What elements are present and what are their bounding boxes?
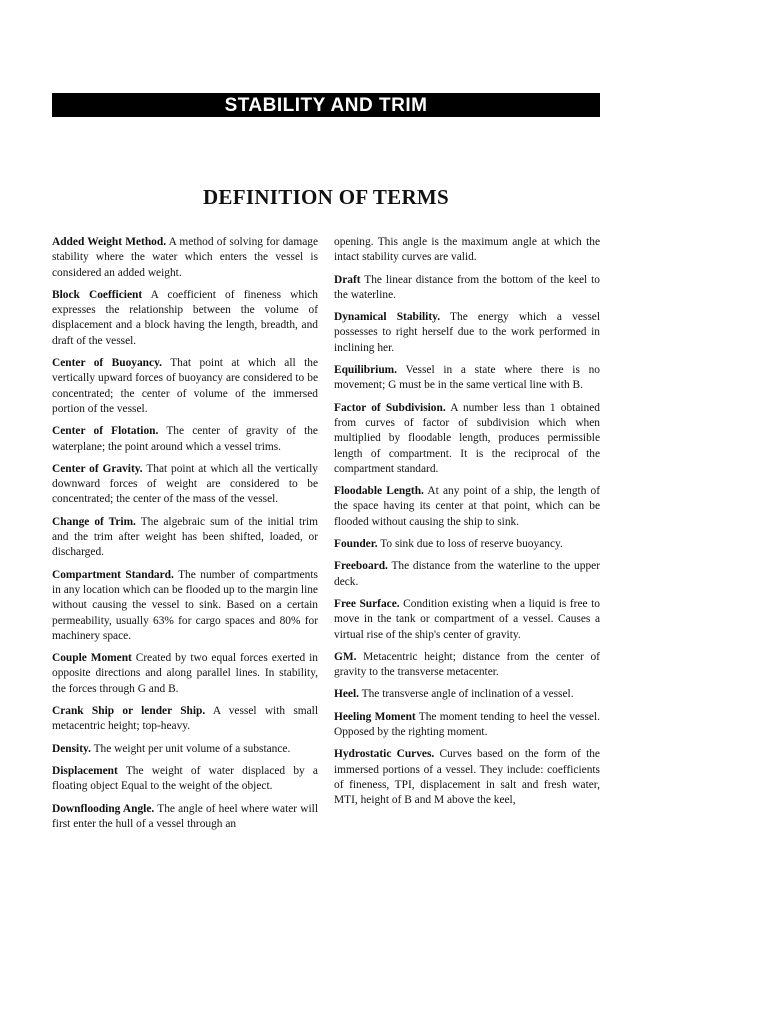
glossary-definition: To sink due to loss of reserve buoyancy. [380, 538, 563, 551]
glossary-definition: The number of compartments in any location which can be flooded up to the margin line without causing the vessel to sink. Based on a certain permeability, usually 63% for cargo spaces and 80% for machinery space. [52, 568, 318, 642]
glossary-definition: The algebraic sum of the initial trim and the trim after weight has been shifted, loaded, or discharged. [52, 515, 318, 559]
glossary-term: Center of Buoyancy. [52, 357, 162, 370]
glossary-term: Freeboard. [334, 560, 388, 573]
glossary-definition: Created by two equal forces exerted in opposite directions and along parallel lines. In stability, the forces through G and B. [52, 652, 318, 695]
glossary-definition: Condition existing when a liquid is free to move in the tank or compartment of a vessel. Causes a virtual rise of the ship's center of gravity. [334, 597, 600, 641]
glossary-definition: That point at which all the vertically upward forces of buoyancy are considered to be concentrated; the center of volume of the immersed portion of the vessel. [52, 357, 318, 415]
glossary-definition: The linear distance from the bottom of the keel to the waterline. [334, 273, 600, 301]
glossary-term: Block Coefficient [52, 288, 143, 301]
glossary-definition: The distance from the waterline to the upper deck. [334, 560, 600, 588]
glossary-term: Density. [52, 742, 91, 755]
glossary-entry [334, 710, 600, 741]
glossary-term: Dynamical Stability. [334, 311, 441, 324]
glossary-term: Center of Gravity. [52, 462, 143, 475]
glossary-term: Floodable Length. [334, 485, 424, 498]
glossary-term: Factor of Subdivision. [334, 401, 446, 414]
glossary-entry [334, 273, 600, 304]
glossary-term: Hydrostatic Curves. [334, 748, 435, 761]
glossary-definition: A method of solving for damage stability where the water which enters the vessel is considered an added weight. [52, 236, 319, 279]
glossary-entry [52, 742, 318, 757]
glossary-entry [52, 704, 318, 735]
glossary-term: Center of Flotation. [52, 425, 159, 438]
glossary-entry [52, 651, 318, 697]
glossary-entry [52, 235, 318, 281]
glossary-definition: The center of gravity of the waterplane; the point around which a vessel trims. [52, 425, 318, 453]
glossary-entry-continued [334, 235, 600, 266]
glossary-entry [52, 802, 318, 833]
glossary-definition: Vessel in a state where there is no movement; G must be in the same vertical line with B. [334, 364, 600, 392]
glossary-entry [334, 484, 600, 530]
glossary-definition: The weight of water displaced by a floating object Equal to the weight of the object. [52, 764, 318, 793]
glossary-term: Change of Trim. [52, 515, 136, 528]
glossary-term: Equilibrium. [334, 364, 397, 377]
glossary-entry [52, 764, 318, 795]
glossary-definition: Metacentric height; distance from the center of gravity to the transverse metacenter. [334, 650, 600, 679]
glossary-entry [52, 515, 318, 561]
glossary-definition: A number less than 1 obtained from curves of factor of subdivision which when multiplied by floodable length, produces permissible length of compartment. It is the reciprocal of the compartment standard. [334, 401, 600, 475]
glossary-definition: The weight per unit volume of a substance. [93, 742, 291, 755]
glossary-definition: That point at which all the vertically downward forces of weight are considered to be concentrated; the center of the mass of the vessel. [52, 462, 318, 506]
glossary-term: Founder. [334, 538, 378, 551]
glossary-entry [334, 537, 600, 552]
glossary-term: Compartment Standard. [52, 568, 174, 581]
glossary-entry [334, 310, 600, 356]
glossary-term: Heeling Moment [334, 710, 416, 723]
glossary-entry [334, 401, 600, 477]
page-title: DEFINITION OF TERMS [202, 185, 450, 209]
left-column [52, 235, 318, 839]
glossary-definition: opening. This angle is the maximum angle at which the intact stability curves are valid. [334, 236, 600, 264]
glossary-definition: The transverse angle of inclination of a vessel. [361, 688, 574, 701]
glossary-entry [52, 462, 318, 508]
glossary-entry [334, 597, 600, 643]
glossary-term: Heel. [334, 688, 359, 701]
section-banner: STABILITY AND TRIM [52, 93, 600, 117]
glossary-entry [334, 687, 600, 702]
right-column [334, 235, 600, 816]
glossary-entry [334, 559, 600, 590]
glossary-entry [334, 747, 600, 808]
glossary-entry [52, 356, 318, 417]
glossary-entry [334, 363, 600, 394]
glossary-entry [334, 650, 600, 681]
glossary-definition: The angle of heel where water will first enter the hull of a vessel through an [52, 802, 319, 830]
glossary-term: Added Weight Method. [52, 236, 167, 248]
glossary-definition: A vessel with small metacentric height; top-heavy. [52, 705, 319, 733]
glossary-term: Displacement [52, 764, 118, 777]
glossary-entry [52, 568, 318, 644]
glossary-term: Downflooding Angle. [52, 802, 155, 815]
glossary-definition: At any point of a ship, the length of the space having its center at that point, which can be flooded without causing the ship to sink. [334, 485, 601, 528]
glossary-definition: The moment tending to heel the vessel. Opposed by the righting moment. [334, 710, 600, 739]
glossary-term: GM. [334, 650, 357, 663]
glossary-term: Couple Moment [52, 652, 132, 665]
glossary-entry [52, 288, 318, 349]
glossary-term: Draft [334, 273, 361, 286]
glossary-entry [52, 424, 318, 455]
glossary-definition: The energy which a vessel possesses to right herself due to the work performed in inclining her. [334, 311, 600, 354]
glossary-definition: A coefficient of fineness which expresses the relationship between the volume of displacement and a block having the length, breadth, and draft of the vessel. [52, 288, 319, 347]
glossary-term: Crank Ship or lender Ship. [52, 705, 206, 718]
glossary-term: Free Surface. [334, 597, 400, 610]
glossary-definition: Curves based on the form of the immersed portions of a vessel. They include: coefficients of fineness, TPI, displacement in salt and fresh water, MTI, height of B and M above the keel, [334, 748, 600, 807]
